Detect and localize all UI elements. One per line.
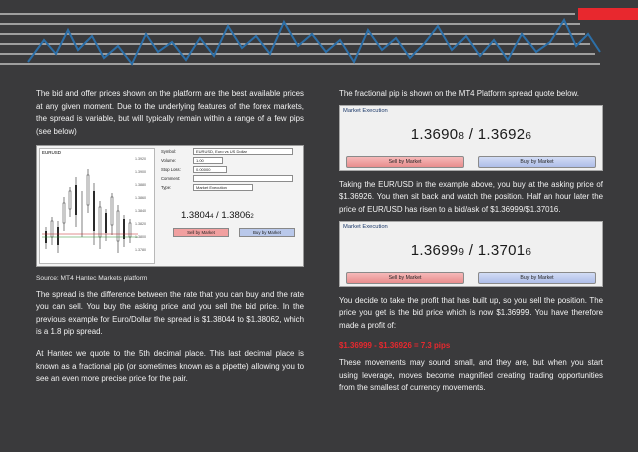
decimal-paragraph: At Hantec we quote to the 5th decimal place. This last decimal place is known as a fractional pip (or sometimes known as a pipette) allowing you to see an even more precise price for the pair. [36,349,304,384]
form-label: Type: [161,184,172,190]
buy-by-market-button[interactable]: Buy by Market [239,228,295,237]
quote-separator: / [464,125,478,143]
ask-pip: 6 [525,130,532,142]
profit-paragraph: You decide to take the profit that has built up, so you sell the position. The price you get is the bid price which is now $1.36999. You have therefore made a profit of: [339,295,603,330]
form-label: Volume: [161,157,177,163]
form-label: Symbol: [161,148,177,154]
symbol-row[interactable] [159,148,301,157]
bid-pip: 8 [458,130,465,142]
bid-price: 1.3804 [181,209,211,221]
scale-label: 1.3900 [135,169,146,174]
ask-price: 1.3692 [477,125,526,143]
price-chart [39,148,155,264]
closing-paragraph: These movements may sound small, and they are, but when you start using leverage, moves become magnified creating trading opportunities from the smallest of currency movements. [339,358,603,393]
form-label: Stop Loss: [161,166,181,172]
ask-pip: 2 [250,213,254,220]
scale-label: 1.3780 [135,247,146,252]
scale-label: 1.3800 [135,234,146,239]
spread-quote [340,126,602,143]
ask-pip: 6 [525,246,532,258]
header-accent-bar [578,8,638,20]
stop-loss-input[interactable]: 0.00000 [193,166,227,173]
order-form [159,148,301,264]
fractional-paragraph: The fractional pip is shown on the MT4 Platform spread quote below. [339,89,579,98]
chart-title: EURUSD [42,149,62,155]
comment-row[interactable] [159,175,301,184]
quote-separator: / [213,209,222,221]
ask-price: 1.3701 [477,241,526,259]
sell-by-market-button[interactable]: Sell by Market [346,156,464,168]
sell-by-market-button[interactable]: Sell by Market [346,272,464,284]
volume-row[interactable] [159,157,301,166]
left-column [36,88,304,386]
header-zigzag-line [28,20,600,64]
panel-title: Market Execution [343,107,388,114]
source-caption: Source: MT4 Hantec Markets platform [36,274,148,282]
type-select[interactable]: Market Execution [193,184,253,191]
bid-price: 1.3690 [410,125,459,143]
stop-loss-row[interactable] [159,166,301,175]
intro-paragraph: The bid and offer prices shown on the platform are the best available prices at any given moment. Due to the underlying features of the forex markets, the spread is variable, but will typically remain within a range of a few pips (see below) [36,89,304,136]
panel-title: Market Execution [343,223,388,230]
form-label: Comment: [161,175,181,181]
buy-by-market-button[interactable]: Buy by Market [478,272,596,284]
bid-pip: 4 [210,213,214,220]
scale-label: 1.3820 [135,221,146,226]
volume-input[interactable]: 1.00 [193,157,223,164]
spread-quote [181,210,254,221]
sell-by-market-button[interactable]: Sell by Market [173,228,229,237]
quote-separator: / [464,241,478,259]
comment-input[interactable] [193,175,293,182]
header-decoration [0,0,638,80]
scale-label: 1.3880 [135,182,146,187]
type-row[interactable] [159,184,301,193]
mt4-order-screenshot [36,145,304,267]
scale-label: 1.3860 [135,195,146,200]
bid-pip: 9 [458,246,465,258]
spread-quote [340,242,602,259]
bid-price: 1.3699 [410,241,459,259]
example-paragraph: Taking the EUR/USD in the example above, you buy at the asking price of $1.36926. You then sit back and watch the position. Half an hour later the price of EUR/USD has risen to a bid/ask of $1.36999/$1.37016. [339,179,603,214]
market-execution-panel-2 [339,221,603,287]
market-execution-panel-1 [339,105,603,171]
price-scale [135,157,153,261]
ask-price: 1.3806 [221,209,251,221]
candlestick-chart [42,157,138,261]
right-column [339,88,603,395]
scale-label: 1.3920 [135,156,146,161]
scale-label: 1.3840 [135,208,146,213]
buy-by-market-button[interactable]: Buy by Market [478,156,596,168]
spread-paragraph: The spread is the difference between the rate that you can buy and the rate you can sell. You buy the asking price and you sell the bid price. In the previous example for Euro/Dollar the spread is $1.38044 to $1.38062, which is a 1.8 pip spread. [36,289,304,337]
profit-calculation: $1.36999 - $1.36926 = 7.3 pips [339,341,451,351]
symbol-select[interactable]: EURUSD, Euro vs US Dollar [193,148,293,155]
